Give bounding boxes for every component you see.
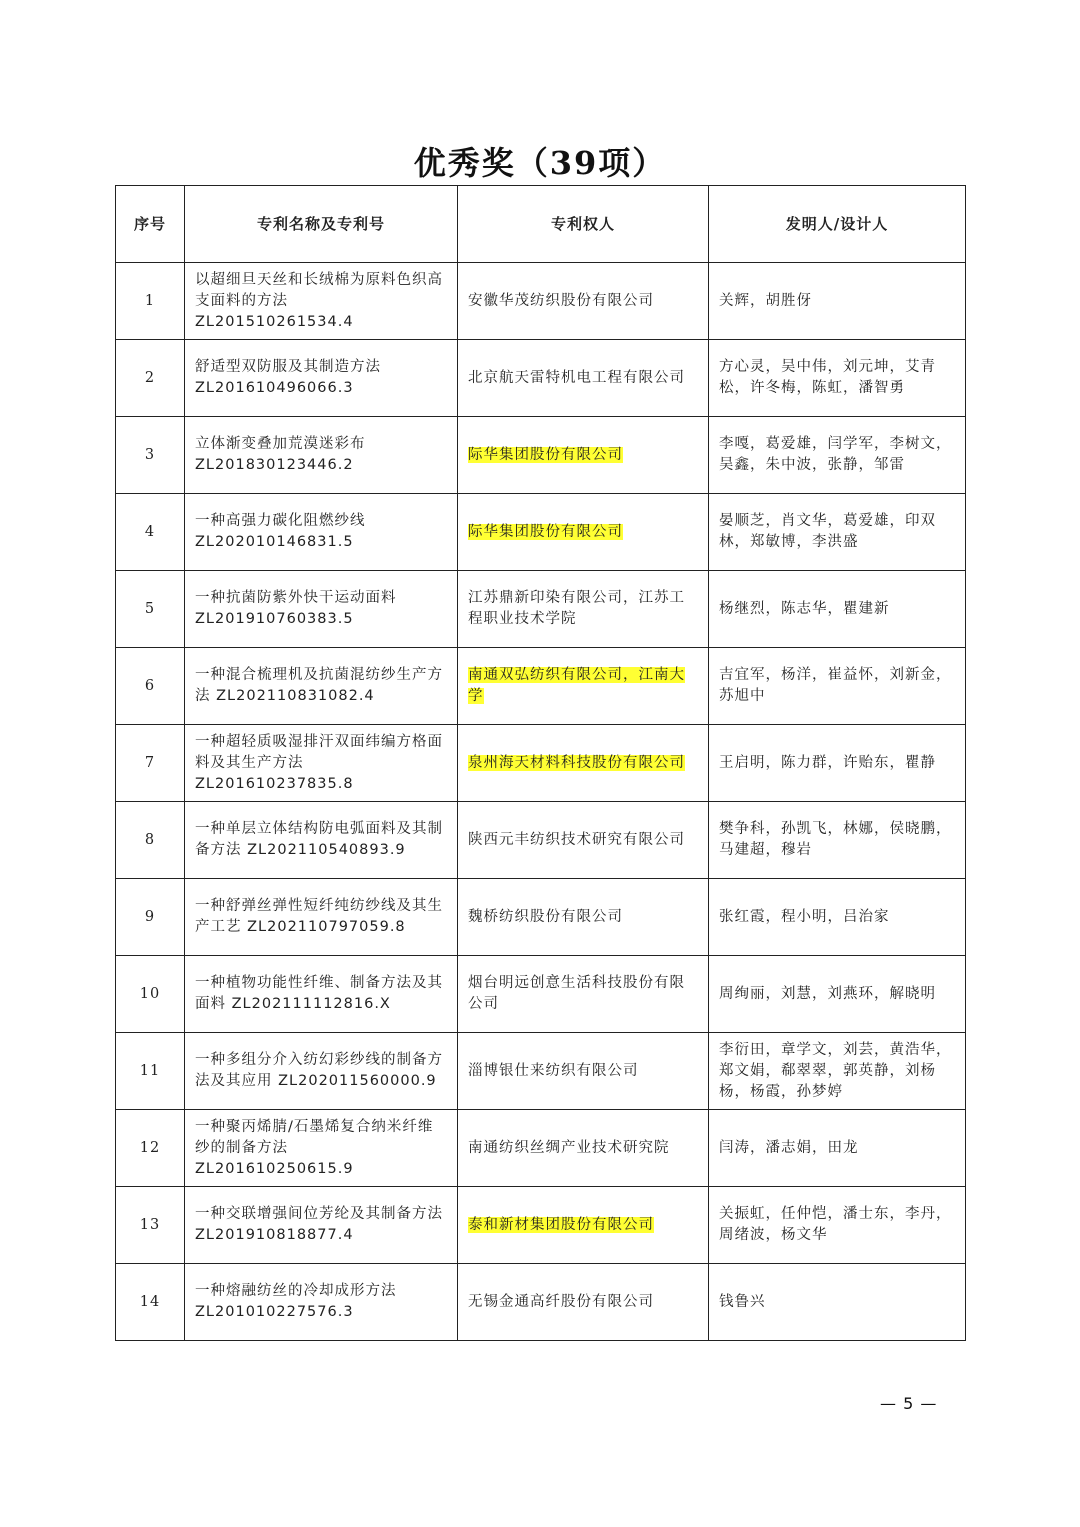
row-number: 2 xyxy=(116,340,185,417)
patent-name-cell: 一种单层立体结构防电弧面料及其制备方法 ZL202110540893.9 xyxy=(185,802,458,879)
patent-name-cell: 一种高强力碳化阻燃纱线 ZL202010146831.5 xyxy=(185,494,458,571)
table-row xyxy=(116,956,966,1033)
row-number: 7 xyxy=(116,725,185,802)
table-row xyxy=(116,802,966,879)
inventors-cell: 闫涛，潘志娟，田龙 xyxy=(709,1110,966,1187)
row-number: 9 xyxy=(116,879,185,956)
patent-name-cell: 舒适型双防服及其制造方法 ZL201610496066.3 xyxy=(185,340,458,417)
inventors-cell: 关辉，胡胜伢 xyxy=(709,263,966,340)
inventors-cell: 关振虹，任仲恺，潘士东，李丹，周绪波，杨文华 xyxy=(709,1187,966,1264)
patent-name-cell: 立体渐变叠加荒漠迷彩布 ZL201830123446.2 xyxy=(185,417,458,494)
header-patent-owner: 专利权人 xyxy=(458,186,709,263)
patent-name-cell: 一种舒弹丝弹性短纤纯纺纱线及其生产工艺 ZL202110797059.8 xyxy=(185,879,458,956)
inventors-cell: 吉宜军，杨洋，崔益怀，刘新金，苏旭中 xyxy=(709,648,966,725)
patent-name-cell: 一种聚丙烯腈/石墨烯复合纳米纤维纱的制备方法 ZL201610250615.9 xyxy=(185,1110,458,1187)
patent-owner-cell xyxy=(458,648,709,725)
row-number: 13 xyxy=(116,1187,185,1264)
page-title: 优秀奖（39项） xyxy=(413,144,667,182)
patent-owner-cell: 江苏鼎新印染有限公司，江苏工程职业技术学院 xyxy=(458,571,709,648)
inventors-cell: 方心灵，吴中伟，刘元坤，艾青松，许冬梅，陈虹，潘智勇 xyxy=(709,340,966,417)
table-row xyxy=(116,1264,966,1341)
row-number: 5 xyxy=(116,571,185,648)
patent-owner-cell: 烟台明远创意生活科技股份有限公司 xyxy=(458,956,709,1033)
row-number: 12 xyxy=(116,1110,185,1187)
table-row xyxy=(116,417,966,494)
patent-owner-cell xyxy=(458,417,709,494)
patent-name-cell: 一种抗菌防紫外快干运动面料 ZL201910760383.5 xyxy=(185,571,458,648)
row-number: 1 xyxy=(116,263,185,340)
patent-name-cell: 以超细旦天丝和长绒棉为原料色织高支面料的方法 ZL201510261534.4 xyxy=(185,263,458,340)
inventors-cell: 周绚丽，刘慧，刘燕环，解晓明 xyxy=(709,956,966,1033)
patent-owner-cell xyxy=(458,725,709,802)
inventors-cell: 王启明，陈力群，许贻东，瞿静 xyxy=(709,725,966,802)
table-row xyxy=(116,648,966,725)
row-number: 3 xyxy=(116,417,185,494)
highlighted-owner: 际华集团股份有限公司 xyxy=(468,446,623,463)
inventors-cell: 李衍田，章学文，刘芸，黄浩华，郑文娟，郗翠翠，郭英静，刘杨杨，杨霞，孙梦婷 xyxy=(709,1033,966,1110)
table-row xyxy=(116,879,966,956)
inventors-cell: 晏顺芝，肖文华，葛爱雄，印双林，郑敏博，李洪盛 xyxy=(709,494,966,571)
patent-name-cell: 一种交联增强间位芳纶及其制备方法 ZL201910818877.4 xyxy=(185,1187,458,1264)
patent-name-cell: 一种多组分介入纺幻彩纱线的制备方法及其应用 ZL202011560000.9 xyxy=(185,1033,458,1110)
highlighted-owner: 泉州海天材料科技股份有限公司 xyxy=(468,754,685,771)
header-patent-name: 专利名称及专利号 xyxy=(185,186,458,263)
patent-owner-cell xyxy=(458,494,709,571)
row-number: 6 xyxy=(116,648,185,725)
awards-table xyxy=(115,185,966,1341)
table-row xyxy=(116,1110,966,1187)
highlighted-owner: 际华集团股份有限公司 xyxy=(468,523,623,540)
patent-owner-cell: 陕西元丰纺织技术研究有限公司 xyxy=(458,802,709,879)
row-number: 11 xyxy=(116,1033,185,1110)
highlighted-owner: 泰和新材集团股份有限公司 xyxy=(468,1216,654,1233)
table-row xyxy=(116,494,966,571)
inventors-cell: 樊争科，孙凯飞，林娜，侯晓鹏，马建超，穆岩 xyxy=(709,802,966,879)
table-row xyxy=(116,1033,966,1110)
table-body xyxy=(116,263,966,1341)
patent-owner-cell xyxy=(458,1187,709,1264)
inventors-cell: 钱鲁兴 xyxy=(709,1264,966,1341)
patent-name-cell: 一种植物功能性纤维、制备方法及其面料 ZL202111112816.X xyxy=(185,956,458,1033)
inventors-cell: 张红霞，程小明，吕治家 xyxy=(709,879,966,956)
row-number: 8 xyxy=(116,802,185,879)
table-row xyxy=(116,263,966,340)
table-header-row xyxy=(116,186,966,263)
patent-owner-cell: 淄博银仕来纺织有限公司 xyxy=(458,1033,709,1110)
table-row xyxy=(116,340,966,417)
patent-name-cell: 一种熔融纺丝的冷却成形方法 ZL201010227576.3 xyxy=(185,1264,458,1341)
patent-name-cell: 一种混合梳理机及抗菌混纺纱生产方法 ZL202110831082.4 xyxy=(185,648,458,725)
table-row xyxy=(116,1187,966,1264)
patent-owner-cell: 北京航天雷特机电工程有限公司 xyxy=(458,340,709,417)
page-number: — 5 — xyxy=(880,1394,938,1413)
patent-owner-cell: 安徽华茂纺织股份有限公司 xyxy=(458,263,709,340)
row-number: 4 xyxy=(116,494,185,571)
patent-owner-cell: 无锡金通高纤股份有限公司 xyxy=(458,1264,709,1341)
header-no: 序号 xyxy=(116,186,185,263)
row-number: 14 xyxy=(116,1264,185,1341)
inventors-cell: 杨继烈，陈志华，瞿建新 xyxy=(709,571,966,648)
table-row xyxy=(116,725,966,802)
row-number: 10 xyxy=(116,956,185,1033)
header-inventors: 发明人/设计人 xyxy=(709,186,966,263)
patent-owner-cell: 南通纺织丝绸产业技术研究院 xyxy=(458,1110,709,1187)
highlighted-owner: 南通双弘纺织有限公司，江南大学 xyxy=(468,667,685,704)
table-row xyxy=(116,571,966,648)
inventors-cell: 李嘎，葛爱雄，闫学军，李树文，吴鑫，朱中波，张静，邹雷 xyxy=(709,417,966,494)
patent-owner-cell: 魏桥纺织股份有限公司 xyxy=(458,879,709,956)
patent-name-cell: 一种超轻质吸湿排汗双面纬编方格面料及其生产方法 ZL201610237835.8 xyxy=(185,725,458,802)
